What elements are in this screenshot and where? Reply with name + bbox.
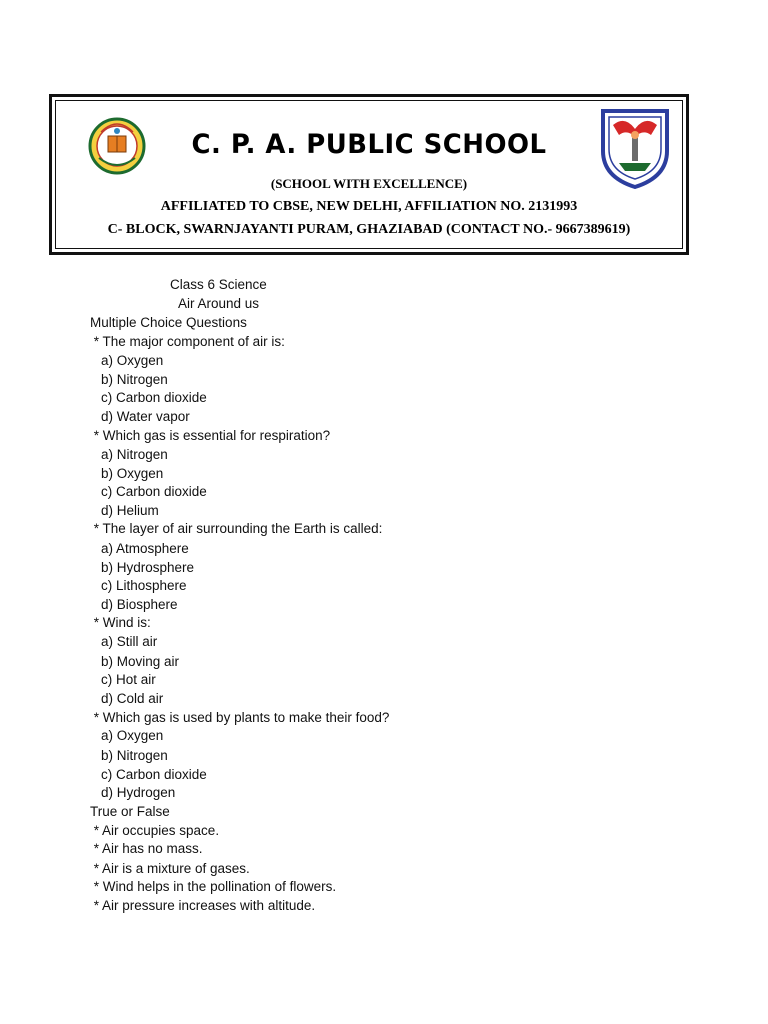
mcq-option: c) Carbon dioxide <box>101 484 207 499</box>
mcq-question: * The major component of air is: <box>90 334 285 349</box>
school-affiliation: AFFILIATED TO CBSE, NEW DELHI, AFFILIATION NO. 2131993 <box>160 199 578 214</box>
mcq-option: b) Nitrogen <box>101 748 168 763</box>
school-crest-icon <box>599 105 671 189</box>
mcq-option: c) Hot air <box>101 672 156 687</box>
mcq-option: d) Water vapor <box>101 409 190 424</box>
tf-statement: * Air is a mixture of gases. <box>90 861 250 876</box>
tf-statement: * Air has no mass. <box>90 841 203 856</box>
mcq-option: d) Cold air <box>101 691 164 706</box>
mcq-option: a) Still air <box>101 634 158 649</box>
mcq-option: b) Hydrosphere <box>101 560 195 575</box>
chapter-title: Air Around us <box>178 296 260 311</box>
tf-statement: * Air pressure increases with altitude. <box>90 898 316 913</box>
mcq-option: d) Hydrogen <box>101 785 176 800</box>
school-address: C- BLOCK, SWARNJAYANTI PURAM, GHAZIABAD (CONTACT NO.- 9667389619) <box>107 222 631 237</box>
tf-statement: * Air occupies space. <box>90 823 220 838</box>
mcq-option: a) Nitrogen <box>101 447 168 462</box>
mcq-option: a) Oxygen <box>101 353 164 368</box>
mcq-question: * Wind is: <box>90 615 151 630</box>
class-title: Class 6 Science <box>170 277 267 292</box>
mcq-heading: Multiple Choice Questions <box>90 315 247 330</box>
school-name: C. P. A. PUBLIC SCHOOL <box>191 129 547 160</box>
mcq-question: * The layer of air surrounding the Earth is called: <box>90 521 383 536</box>
mcq-option: c) Carbon dioxide <box>101 390 207 405</box>
mcq-option: d) Helium <box>101 503 159 518</box>
mcq-option: b) Oxygen <box>101 466 164 481</box>
mcq-option: b) Nitrogen <box>101 372 168 387</box>
school-tagline: (SCHOOL WITH EXCELLENCE) <box>270 176 468 191</box>
mcq-question: * Which gas is essential for respiration? <box>90 428 331 443</box>
mcq-option: a) Oxygen <box>101 728 164 743</box>
tf-heading: True or False <box>90 804 170 819</box>
school-header <box>49 94 689 255</box>
mcq-option: c) Carbon dioxide <box>101 767 207 782</box>
tf-statement: * Wind helps in the pollination of flowers. <box>90 879 337 894</box>
mcq-option: b) Moving air <box>101 654 180 669</box>
mcq-option: d) Biosphere <box>101 597 178 612</box>
mcq-question: * Which gas is used by plants to make their food? <box>90 710 390 725</box>
mcq-option: c) Lithosphere <box>101 578 187 593</box>
mcq-option: a) Atmosphere <box>101 541 189 556</box>
